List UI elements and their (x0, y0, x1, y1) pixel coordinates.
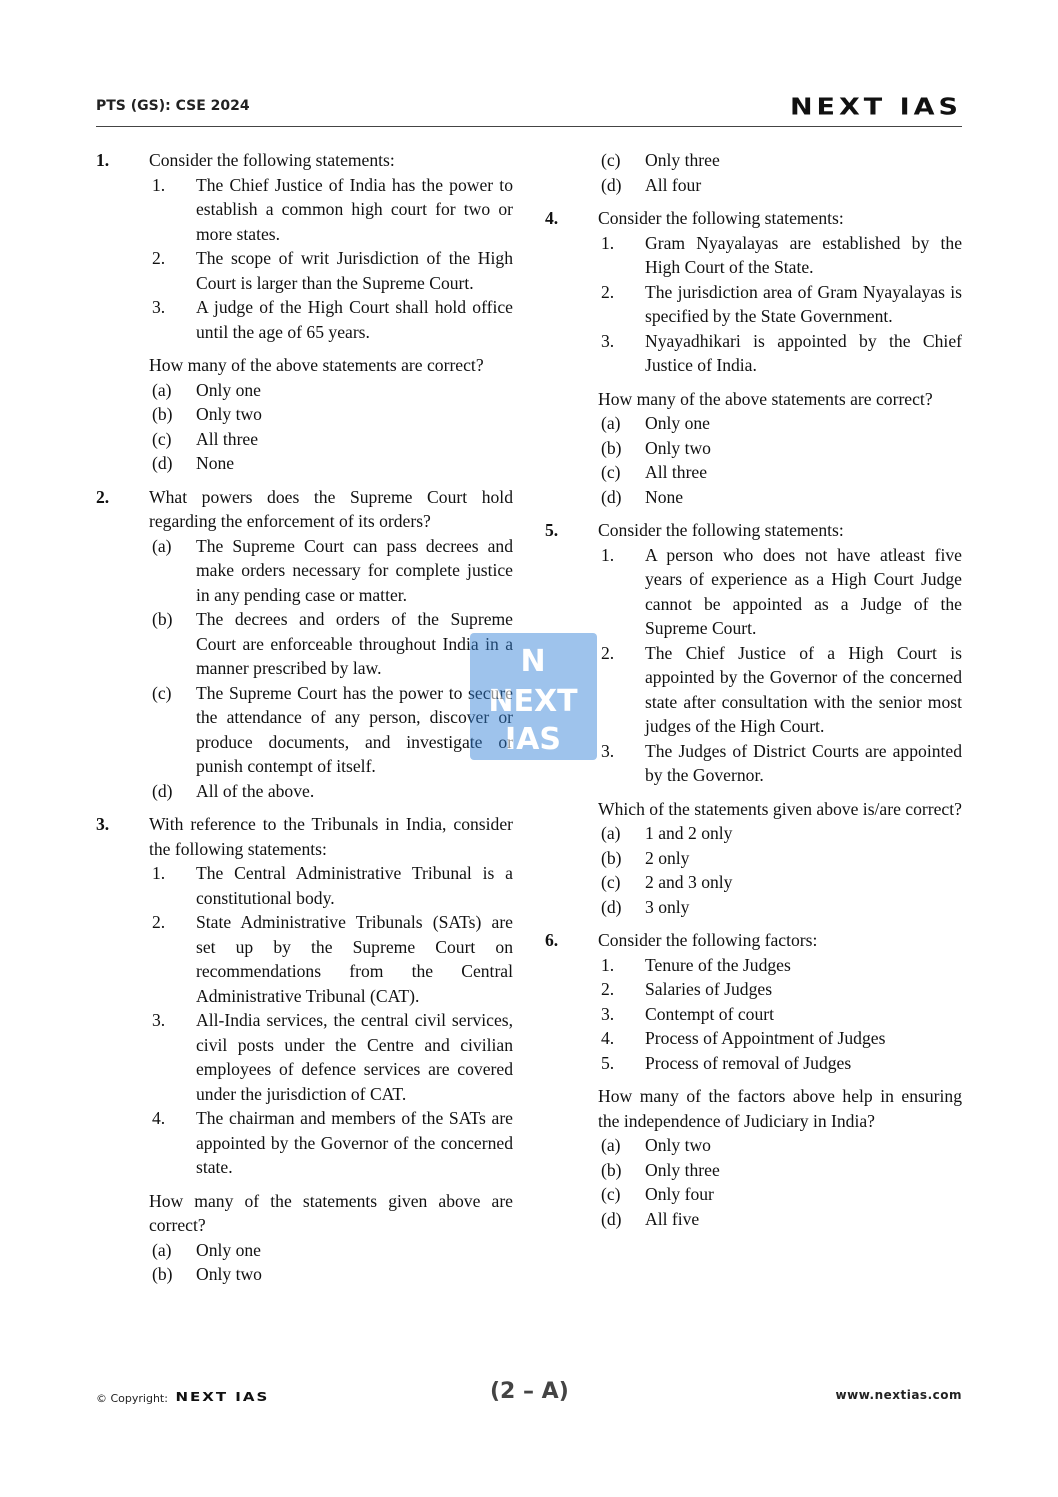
statement-label: 1. (152, 863, 166, 883)
statement-list (149, 861, 513, 1180)
website-link[interactable]: www.nextias.com (835, 1388, 962, 1402)
statement-label: 3. (152, 1010, 166, 1030)
option-list (149, 1238, 513, 1287)
statement-list (598, 543, 962, 788)
option-label: (d) (152, 453, 173, 473)
answer-option[interactable] (598, 148, 962, 173)
option-label: (a) (152, 535, 172, 556)
option-label: (a) (152, 379, 172, 400)
statement-text: Process of Appointment of Judges (645, 1028, 886, 1048)
statement-item (149, 861, 513, 910)
statement-text: The scope of writ Jurisdiction of the High Court is larger than the Supreme Court. (196, 248, 513, 293)
option-list (598, 1133, 962, 1231)
question-number: 5. (545, 520, 559, 540)
answer-option[interactable] (149, 378, 513, 403)
statement-text: A person who does not have atleast five years of experience as a High Court Judge cannot be appointed as a Judge of the Supreme Court. (645, 544, 962, 638)
question-block (96, 812, 513, 1287)
statement-text: Tenure of the Judges (645, 954, 791, 975)
statement-item (149, 910, 513, 1008)
watermark-logo-icon (470, 633, 597, 760)
statement-list (598, 953, 962, 1076)
answer-option[interactable] (149, 607, 513, 681)
option-text: Only two (196, 1264, 262, 1284)
statement-text: Contempt of court (645, 1003, 774, 1024)
statement-label: 1. (601, 544, 615, 565)
statement-label: 3. (601, 740, 615, 761)
question-stem: With reference to the Tribunals in India, consider the following statements: (149, 814, 513, 859)
statement-text: Gram Nyayalayas are established by the High Court of the State. (645, 232, 962, 277)
question-number: 4. (545, 208, 559, 228)
option-label: (d) (152, 780, 173, 801)
answer-option[interactable] (149, 534, 513, 608)
option-label: (a) (601, 413, 621, 433)
question-block (96, 485, 513, 804)
statement-text: The chairman and members of the SATs are appointed by the Governor of the concerned state. (196, 1108, 513, 1177)
statement-item (598, 977, 962, 1002)
option-label: (b) (152, 609, 173, 629)
answer-option[interactable] (598, 460, 962, 485)
answer-option[interactable] (598, 846, 962, 871)
option-text: Only two (196, 404, 262, 424)
option-text: Only one (196, 379, 261, 400)
svg-text:N: N (520, 644, 546, 679)
option-label: (d) (601, 486, 622, 507)
option-label: (c) (601, 1184, 621, 1204)
option-text: None (645, 486, 684, 507)
statement-item (149, 1106, 513, 1180)
question-number: 6. (545, 930, 559, 950)
brand-logo: NEXT IAS (789, 94, 962, 121)
statement-label: 1. (601, 954, 615, 975)
answer-option[interactable] (598, 895, 962, 920)
option-label: (a) (601, 1135, 621, 1155)
option-list (598, 821, 962, 919)
statement-text: The Chief Justice of a High Court is appointed by the Governor of the concerned state after consultation with the senior most judges of the High Court. (645, 642, 962, 736)
option-label: (b) (152, 404, 173, 424)
option-label: (d) (601, 174, 622, 195)
answer-option[interactable] (598, 870, 962, 895)
question-number: 1. (96, 150, 110, 170)
answer-option[interactable] (149, 779, 513, 804)
copyright-text: © Copyright: (96, 1392, 168, 1405)
statement-label: 2. (601, 642, 615, 663)
statement-item (598, 641, 962, 739)
statement-item (598, 953, 962, 978)
question-block (545, 928, 962, 1231)
statement-label: 1. (601, 232, 615, 253)
statement-text: Salaries of Judges (645, 979, 773, 999)
option-text: The decrees and orders of the Supreme Court are enforceable throughout India in a manner prescribed by law. (196, 609, 513, 678)
exam-title: PTS (GS): CSE 2024 (96, 98, 250, 114)
header-divider (96, 126, 962, 127)
answer-option[interactable] (598, 821, 962, 846)
answer-option[interactable] (149, 1238, 513, 1263)
option-list (598, 411, 962, 509)
statement-label: 1. (152, 174, 166, 195)
statement-item (149, 1008, 513, 1106)
option-label: (d) (601, 896, 622, 917)
option-text: Only three (645, 1159, 720, 1180)
question-prompt: How many of the above statements are correct? (598, 388, 933, 409)
statement-text: The Judges of District Courts are appointed by the Governor. (645, 740, 962, 785)
statement-label: 3. (601, 1003, 615, 1024)
question-prompt: Which of the statements given above is/are correct? (598, 798, 962, 819)
statement-label: 3. (601, 330, 615, 351)
answer-option[interactable] (598, 411, 962, 436)
statement-item (149, 173, 513, 247)
answer-option[interactable] (149, 451, 513, 476)
option-label: (d) (601, 1208, 622, 1229)
option-label: (c) (601, 462, 621, 482)
answer-option[interactable] (598, 436, 962, 461)
statement-list (149, 173, 513, 345)
svg-text:NEXT: NEXT (488, 684, 578, 719)
answer-option[interactable] (149, 402, 513, 427)
footer-brand-logo: NEXT IAS (175, 1389, 270, 1405)
statement-text: Nyayadhikari is appointed by the Chief Justice of India. (645, 330, 962, 375)
option-label: (b) (152, 1264, 173, 1284)
question-block (545, 206, 962, 509)
question-stem: Consider the following statements: (598, 208, 844, 228)
statement-text: A judge of the High Court shall hold office until the age of 65 years. (196, 297, 513, 342)
answer-option[interactable] (149, 427, 513, 452)
left-column (96, 148, 513, 1296)
question-stem: Consider the following statements: (149, 150, 395, 170)
statement-item (598, 231, 962, 280)
option-text: Only one (196, 1239, 261, 1260)
answer-option[interactable] (149, 1262, 513, 1287)
statement-label: 2. (152, 912, 166, 932)
statement-item (598, 329, 962, 378)
option-label: (c) (601, 872, 621, 892)
statement-label: 2. (601, 979, 615, 999)
question-prompt: How many of the factors above help in ensuring the independence of Judiciary in India? (598, 1086, 962, 1131)
option-list (149, 378, 513, 476)
option-label: (c) (601, 150, 621, 170)
question-stem: What powers does the Supreme Court hold regarding the enforcement of its orders? (149, 486, 513, 531)
option-text: All three (645, 462, 708, 482)
option-list (598, 148, 962, 197)
statement-text: The jurisdiction area of Gram Nyayalayas is specified by the State Government. (645, 281, 962, 326)
option-text: All four (645, 174, 702, 195)
answer-option[interactable] (598, 1158, 962, 1183)
option-text: The Supreme Court can pass decrees and make orders necessary for complete justice in any pending case or matter. (196, 535, 513, 605)
statement-item (149, 295, 513, 344)
option-text: All of the above. (196, 780, 315, 801)
answer-option[interactable] (598, 1133, 962, 1158)
statement-text: Process of removal of Judges (645, 1052, 852, 1073)
question-prompt: How many of the above statements are correct? (149, 355, 484, 375)
statement-item (598, 280, 962, 329)
option-list (149, 534, 513, 804)
svg-text:IAS: IAS (505, 722, 561, 757)
option-text: None (196, 453, 235, 473)
option-text: Only three (645, 150, 720, 170)
answer-option[interactable] (598, 173, 962, 198)
option-text: Only two (645, 437, 711, 458)
statement-text: All-India services, the central civil services, civil posts under the Centre and civilian employees of defence services are covered under the jurisdiction of CAT. (196, 1010, 513, 1104)
statement-text: State Administrative Tribunals (SATs) are set up by the Supreme Court on recommendations from the Central Administrative Tribunal (CAT). (196, 912, 513, 1006)
statement-label: 5. (601, 1052, 615, 1073)
question-block (545, 518, 962, 919)
answer-option[interactable] (598, 1182, 962, 1207)
statement-label: 2. (601, 281, 615, 302)
option-label: (b) (601, 1159, 622, 1180)
option-label: (a) (601, 823, 621, 843)
question-number: 3. (96, 814, 110, 834)
option-text: All five (645, 1208, 700, 1229)
statement-item (598, 739, 962, 788)
statement-item (598, 1051, 962, 1076)
statement-label: 3. (152, 297, 166, 317)
option-label: (b) (601, 437, 622, 458)
answer-option[interactable] (598, 485, 962, 510)
option-text: Only one (645, 413, 710, 433)
option-text: 3 only (645, 896, 690, 917)
answer-option[interactable] (149, 681, 513, 779)
page-number: (2 – A) (490, 1379, 569, 1404)
option-text: 2 and 3 only (645, 872, 733, 892)
option-text: Only two (645, 1135, 711, 1155)
option-label: (a) (152, 1239, 172, 1260)
option-label: (c) (152, 428, 172, 449)
option-text: The Supreme Court has the power to secure the attendance of any person, discover or produce documents, and investigate or punish contempt of itself. (196, 682, 513, 776)
statement-item (149, 246, 513, 295)
question-number: 2. (96, 486, 110, 507)
option-text: All three (196, 428, 259, 449)
statement-text: The Chief Justice of India has the power to establish a common high court for two or more states. (196, 174, 513, 244)
option-label: (c) (152, 682, 172, 703)
statement-label: 4. (601, 1028, 615, 1048)
right-column (545, 148, 962, 1240)
answer-option[interactable] (598, 1207, 962, 1232)
question-stem: Consider the following factors: (598, 930, 818, 950)
question-stem: Consider the following statements: (598, 520, 844, 540)
statement-item (598, 1026, 962, 1051)
question-prompt: How many of the statements given above are correct? (149, 1190, 513, 1235)
option-text: 2 only (645, 847, 690, 868)
statement-item (598, 1002, 962, 1027)
continued-options (545, 148, 962, 197)
statement-label: 2. (152, 248, 166, 268)
statement-item (598, 543, 962, 641)
statement-text: The Central Administrative Tribunal is a constitutional body. (196, 863, 513, 908)
question-block (96, 148, 513, 476)
option-label: (b) (601, 847, 622, 868)
statement-list (598, 231, 962, 378)
option-text: Only four (645, 1184, 714, 1204)
footer-copyright (96, 1388, 269, 1406)
option-text: 1 and 2 only (645, 823, 733, 843)
statement-label: 4. (152, 1108, 166, 1128)
